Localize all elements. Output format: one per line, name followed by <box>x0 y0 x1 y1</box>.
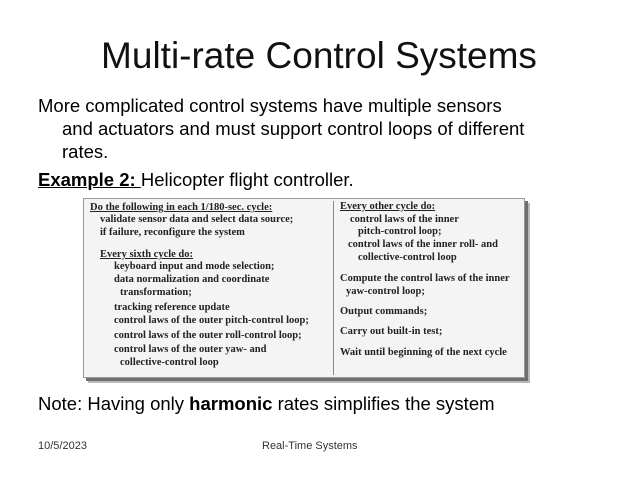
left-heading: Do the following in each 1/180-sec. cycle: <box>90 202 273 213</box>
footer-title: Real-Time Systems <box>262 440 358 452</box>
left-sub-line-7: control laws of the outer yaw- and <box>114 344 267 355</box>
right-line-1: control laws of the inner <box>350 214 459 225</box>
left-sub-line-2: data normalization and coordinate <box>114 274 270 285</box>
left-sub-line-3: transformation; <box>120 287 192 298</box>
left-line-1: validate sensor data and select data source; <box>100 214 294 225</box>
intro-line-3: rates. <box>62 141 109 162</box>
example-text: Helicopter flight controller. <box>140 169 354 190</box>
right-after-1: Compute the control laws of the inner <box>340 273 510 284</box>
figure-divider <box>333 201 334 375</box>
right-after-5: Wait until beginning of the next cycle <box>340 347 507 358</box>
left-sub-line-6: control laws of the outer roll-control loop; <box>114 330 302 341</box>
left-line-2: if failure, reconfigure the system <box>100 227 245 238</box>
left-sub-line-4: tracking reference update <box>114 302 230 313</box>
note-bold: harmonic <box>189 393 273 414</box>
left-sub-line-1: keyboard input and mode selection; <box>114 261 275 272</box>
example-label: Example 2: <box>38 169 141 190</box>
right-after-3: Output commands; <box>340 306 428 317</box>
intro-line-2: and actuators and must support control loops of different <box>62 118 525 139</box>
footer-date: 10/5/2023 <box>38 440 87 452</box>
controller-figure <box>83 198 525 378</box>
note-prefix: Note: Having only <box>38 393 190 414</box>
right-line-4: collective-control loop <box>358 252 457 263</box>
slide-title: Multi-rate Control Systems <box>101 35 537 76</box>
right-line-2: pitch-control loop; <box>358 226 442 237</box>
left-sub-heading: Every sixth cycle do: <box>100 249 194 260</box>
left-sub-line-5: control laws of the outer pitch-control loop; <box>114 315 309 326</box>
note-line <box>38 392 495 415</box>
intro-line-1: More complicated control systems have multiple sensors <box>38 95 502 116</box>
note-suffix: rates simplifies the system <box>272 393 495 414</box>
right-heading: Every other cycle do: <box>340 201 436 212</box>
right-line-3: control laws of the inner roll- and <box>348 239 498 250</box>
left-sub-line-8: collective-control loop <box>120 357 219 368</box>
intro-paragraph <box>38 94 608 163</box>
right-after-4: Carry out built-in test; <box>340 326 443 337</box>
example-line <box>38 168 354 191</box>
right-after-2: yaw-control loop; <box>346 286 425 297</box>
